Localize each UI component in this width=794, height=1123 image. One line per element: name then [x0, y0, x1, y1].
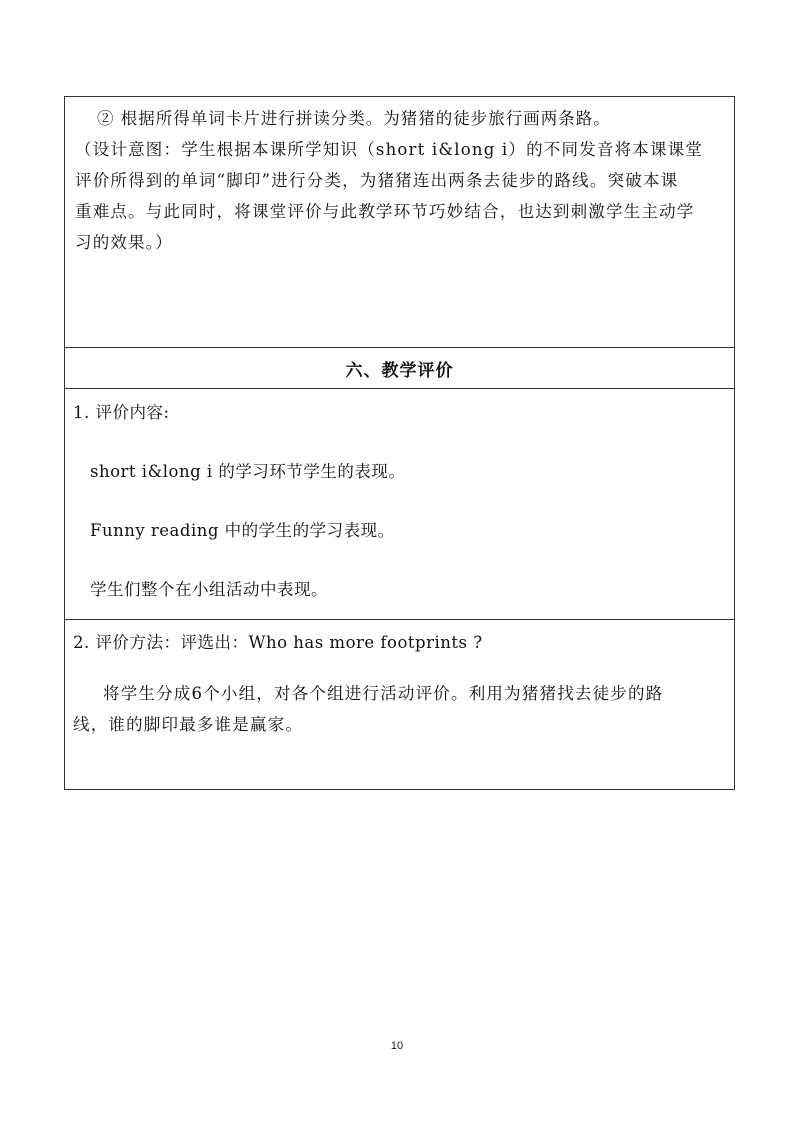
- evaluation-content-heading: 1. 评价内容:: [73, 403, 170, 422]
- evaluation-content-item: 学生们整个在小组活动中表现。: [90, 580, 328, 599]
- evaluation-method-paragraph: [73, 678, 726, 740]
- activity-step: ② 根据所得单词卡片进行拼读分类。为猪猪的徒步旅行画两条路。: [97, 109, 611, 128]
- section-title-cell: [65, 348, 734, 389]
- evaluation-content-cell: [65, 397, 734, 620]
- lesson-plan-table: [64, 96, 735, 790]
- design-note-line: 重难点。与此同时，将课堂评价与此教学环节巧妙结合，也达到刺激学生主动学: [75, 202, 695, 221]
- design-note-line: （设计意图：学生根据本课所学知识（short i&long i）的不同发音将本课课堂: [75, 140, 704, 159]
- evaluation-method-heading: 2. 评价方法：评选出：Who has more footprints ?: [73, 633, 483, 652]
- evaluation-method-cell: [65, 627, 734, 789]
- design-note-line: 评价所得到的单词“脚印”进行分类，为猪猪连出两条去徒步的路线。突破本课: [75, 171, 679, 190]
- evaluation-content-item: short i&long i 的学习环节学生的表现。: [90, 462, 406, 481]
- section-title: 六、教学评价: [345, 360, 454, 381]
- evaluation-method-line: 将学生分成6个小组，对各个组进行活动评价。利用为猪猪找去徒步的路: [103, 684, 664, 703]
- activity-cell: [65, 97, 734, 348]
- evaluation-content-item: Funny reading 中的学生的学习表现。: [90, 521, 395, 540]
- evaluation-method-line: 线，谁的脚印最多谁是赢家。: [73, 715, 304, 734]
- design-note-line: 习的效果。）: [75, 233, 173, 252]
- design-note: [75, 134, 726, 258]
- page-number: 10: [390, 1040, 404, 1052]
